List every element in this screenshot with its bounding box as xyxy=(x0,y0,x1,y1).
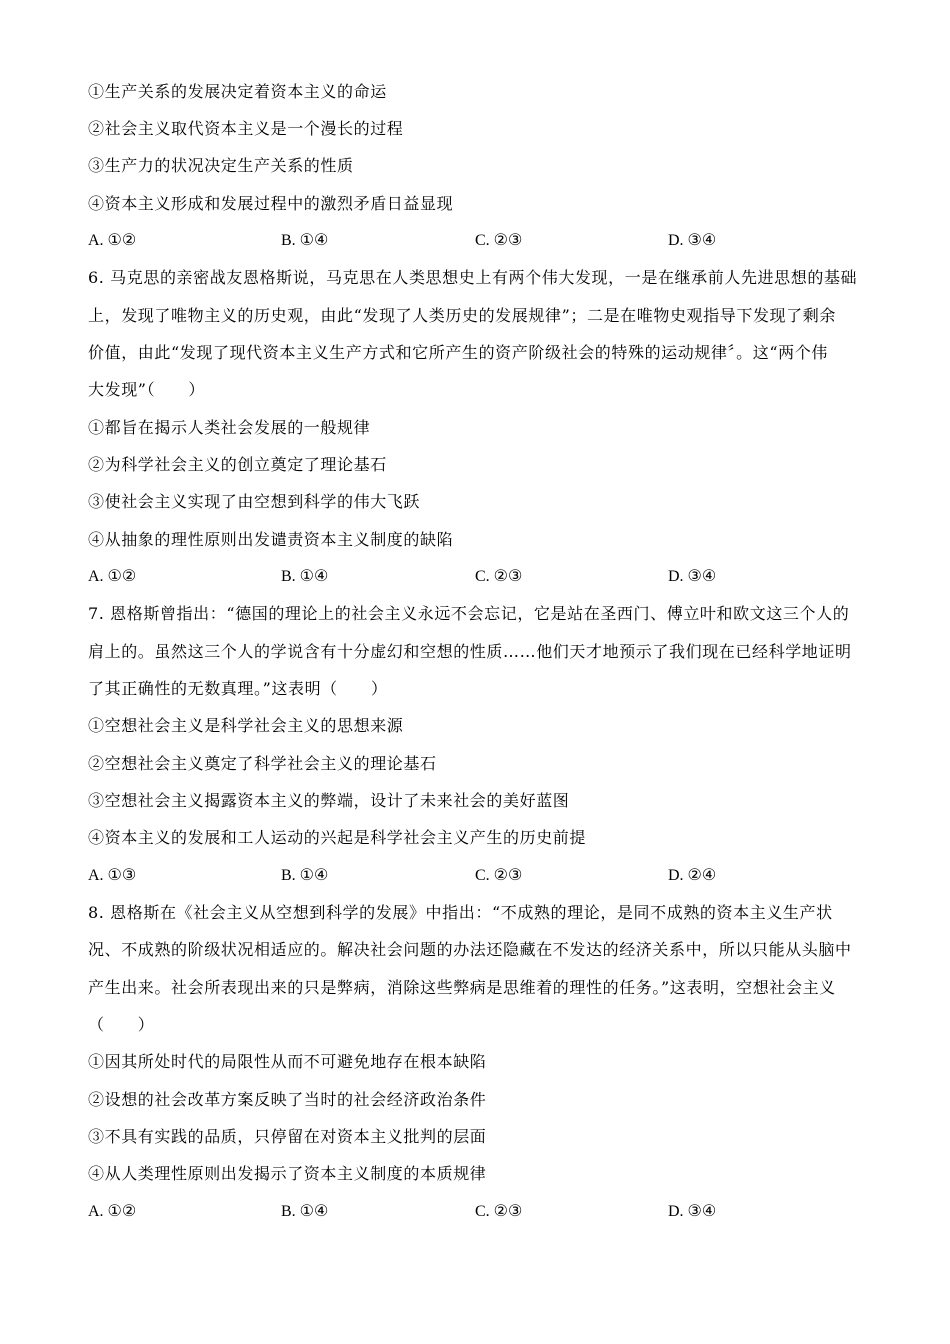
q5-option-b: B. ①④ xyxy=(281,232,329,249)
q7-statement-4: ④资本主义的发展和工人运动的兴起是科学社会主义产生的历史前提 xyxy=(88,828,587,847)
q7-option-b: B. ①④ xyxy=(281,867,329,884)
q7-statement-3: ③空想社会主义揭露资本主义的弊端，设计了未来社会的美好蓝图 xyxy=(88,791,570,810)
q8-stem-line-4: （ ） xyxy=(88,1015,155,1034)
q7-stem-line-1: 7. 恩格斯曾指出：“德国的理论上的社会主义永远不会忘记，它是站在圣西门、傅立叶和欧文这三个人的 xyxy=(88,604,850,623)
q5-option-c: C. ②③ xyxy=(475,232,523,249)
q8-option-c: C. ②③ xyxy=(475,1203,523,1220)
q6-options xyxy=(88,567,868,587)
q7-option-d: D. ②④ xyxy=(668,867,717,884)
q5-options xyxy=(88,231,868,251)
q8-option-a: A. ①② xyxy=(88,1203,137,1220)
q7-stem-line-3: 了其正确性的无数真理。”这表明（ ） xyxy=(88,679,388,698)
q5-statement-1: ①生产关系的发展决定着资本主义的命运 xyxy=(88,82,387,101)
q5-option-a: A. ①② xyxy=(88,232,137,249)
q8-option-d: D. ③④ xyxy=(668,1203,717,1220)
q8-statement-3: ③不具有实践的品质，只停留在对资本主义批判的层面 xyxy=(88,1127,487,1146)
q7-statement-1: ①空想社会主义是科学社会主义的思想来源 xyxy=(88,716,404,735)
q7-options xyxy=(88,866,868,886)
q6-statement-4: ④从抽象的理性原则出发谴责资本主义制度的缺陷 xyxy=(88,530,454,549)
q6-option-a: A. ①② xyxy=(88,568,137,585)
q8-statement-4: ④从人类理性原则出发揭示了资本主义制度的本质规律 xyxy=(88,1164,487,1183)
q6-stem-line-2: 上，发现了唯物主义的历史观，由此“发现了人类历史的发展规律”；二是在唯物史观指导下发现了剩余 xyxy=(88,306,836,325)
q7-stem-line-2: 肩上的。虽然这三个人的学说含有十分虚幻和空想的性质……他们天才地预示了我们现在已经科学地证明 xyxy=(88,642,852,661)
q6-statement-1: ①都旨在揭示人类社会发展的一般规律 xyxy=(88,418,371,437)
q6-stem-line-1: 6. 马克思的亲密战友恩格斯说，马克思在人类思想史上有两个伟大发现，一是在继承前人先进思想的基础 xyxy=(88,268,858,287)
q5-statement-4: ④资本主义形成和发展过程中的激烈矛盾日益显现 xyxy=(88,194,454,213)
q6-stem-line-3: 价值，由此“发现了现代资本主义生产方式和它所产生的资产阶级社会的特殊的运动规律〞。这“两个伟 xyxy=(88,343,828,362)
q8-stem-line-2: 况、不成熟的阶级状况相适应的。解决社会问题的办法还隐藏在不发达的经济关系中，所以只能从头脑中 xyxy=(88,940,852,959)
q5-statement-3: ③生产力的状况决定生产关系的性质 xyxy=(88,156,354,175)
q7-statement-2: ②空想社会主义奠定了科学社会主义的理论基石 xyxy=(88,754,437,773)
q6-option-c: C. ②③ xyxy=(475,568,523,585)
q8-option-b: B. ①④ xyxy=(281,1203,329,1220)
q6-statement-2: ②为科学社会主义的创立奠定了理论基石 xyxy=(88,455,387,474)
q8-stem-line-1: 8. 恩格斯在《社会主义从空想到科学的发展》中指出：“不成熟的理论，是同不成熟的资本主义生产状 xyxy=(88,903,833,922)
q6-option-b: B. ①④ xyxy=(281,568,329,585)
q7-option-c: C. ②③ xyxy=(475,867,523,884)
q6-statement-3: ③使社会主义实现了由空想到科学的伟大飞跃 xyxy=(88,492,421,511)
q7-option-a: A. ①③ xyxy=(88,867,137,884)
q5-statement-2: ②社会主义取代资本主义是一个漫长的过程 xyxy=(88,119,404,138)
q8-statement-1: ①因其所处时代的局限性从而不可避免地存在根本缺陷 xyxy=(88,1052,487,1071)
q6-stem-line-4: 大发现”（ ） xyxy=(88,380,205,399)
q8-statement-2: ②设想的社会改革方案反映了当时的社会经济政治条件 xyxy=(88,1090,487,1109)
q5-option-d: D. ③④ xyxy=(668,232,717,249)
q6-option-d: D. ③④ xyxy=(668,568,717,585)
q8-stem-line-3: 产生出来。社会所表现出来的只是弊病，消除这些弊病是思维着的理性的任务。”这表明，空想社会主义 xyxy=(88,978,836,997)
q8-options xyxy=(88,1202,868,1222)
